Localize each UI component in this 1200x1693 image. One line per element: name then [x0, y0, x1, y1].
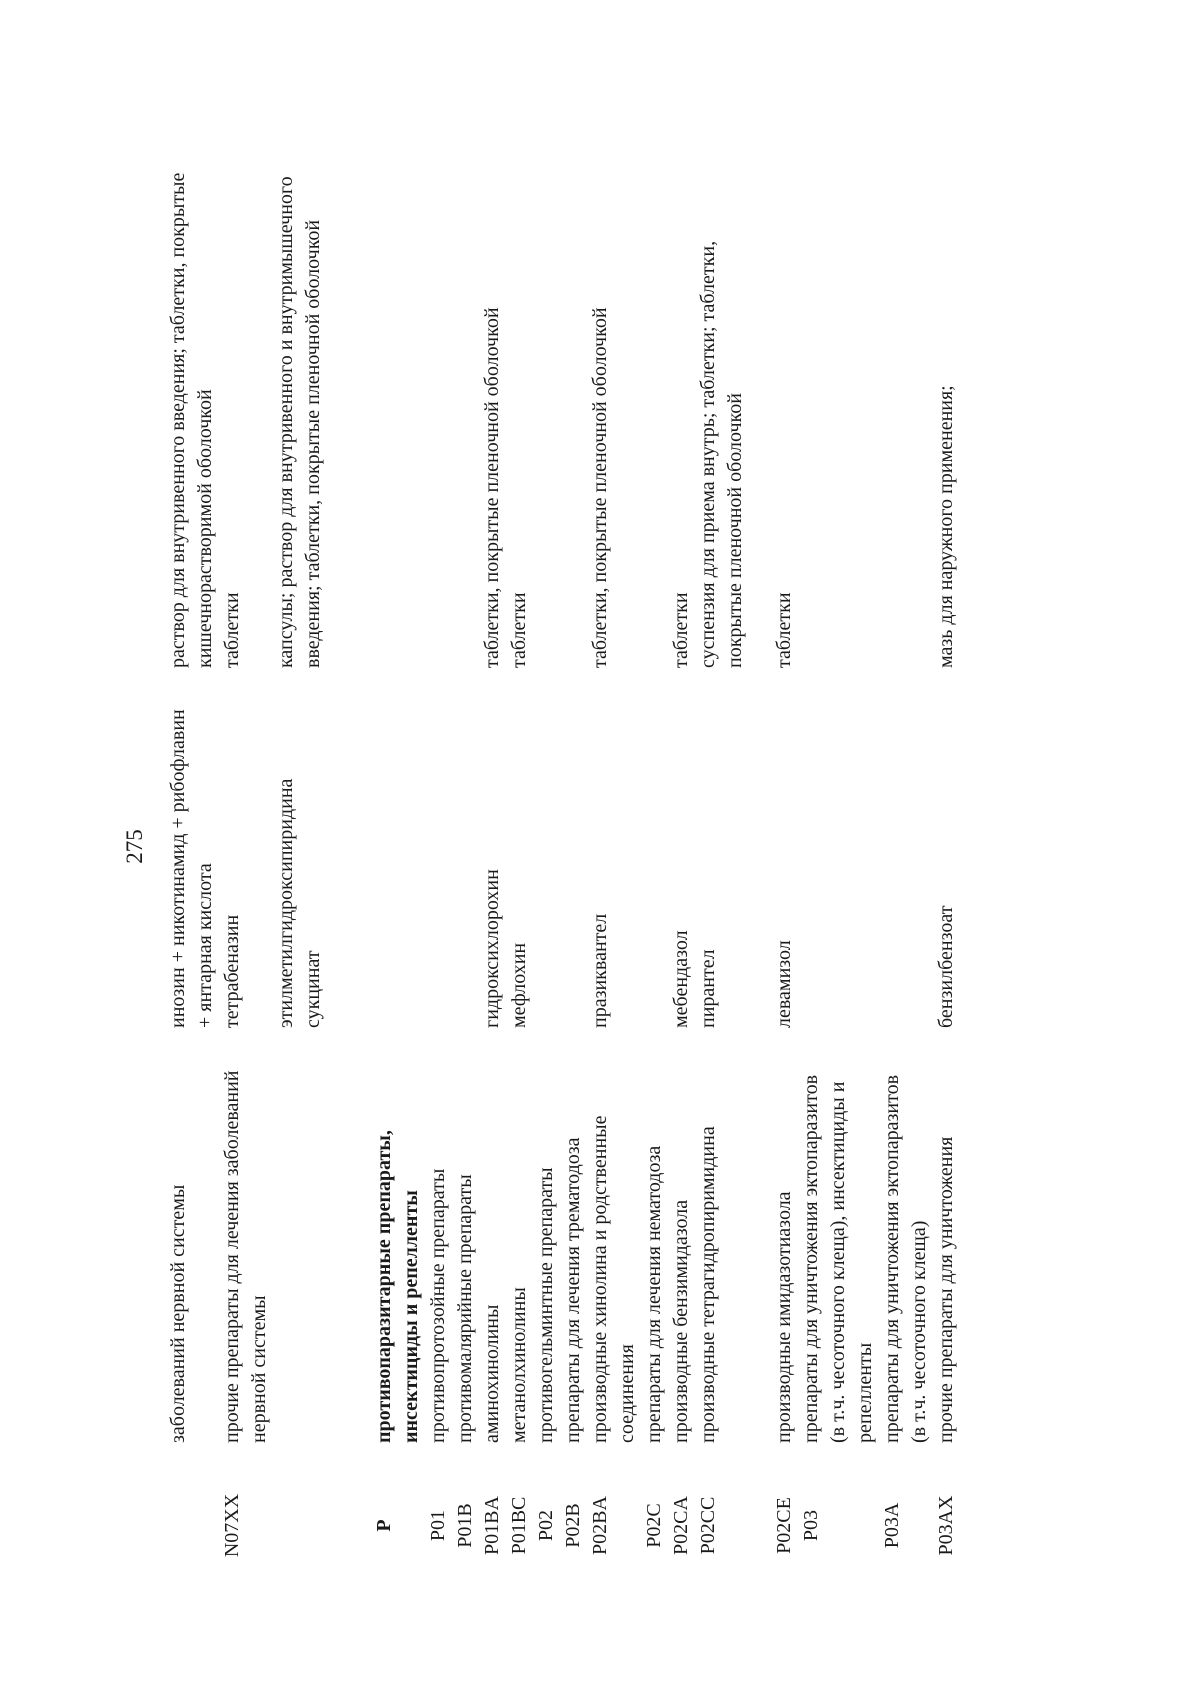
spacer-cell: [749, 168, 771, 1578]
atc-code: P02CA: [670, 1496, 692, 1555]
dosage-form: [533, 168, 560, 698]
drug-inn: [641, 698, 668, 1058]
dosage-form: [452, 168, 479, 698]
table-row: [933, 168, 960, 1578]
table-row: [587, 168, 641, 1578]
atc-code: P01B: [454, 1503, 476, 1548]
atc-code: P03A: [881, 1502, 903, 1549]
table-row: [327, 168, 425, 1578]
group-name: производные хинолина и родственные соединения: [589, 1115, 638, 1443]
atc-code: P02: [535, 1509, 557, 1542]
atc-code: P02CC: [697, 1496, 719, 1555]
table-row: [479, 168, 506, 1578]
dosage-form: [425, 168, 452, 698]
atc-code: P02CE: [773, 1497, 795, 1554]
table-row: [641, 168, 668, 1578]
group-name: прочие препараты для лечения заболеваний нервной системы: [221, 1070, 270, 1443]
group-name: аминохинолины: [481, 1304, 503, 1443]
dosage-form: раствор для внутривенного введения; таблетки, покрытые кишечнорастворимой оболочкой: [167, 172, 216, 668]
table-row: [668, 168, 695, 1578]
dosage-form: [798, 168, 879, 698]
dosage-form: мазь для наружного применения;: [935, 385, 957, 668]
atc-code: P02BA: [589, 1496, 611, 1555]
drug-inn: тетрабеназин: [221, 914, 243, 1028]
group-name: производные тетрагидропиримидина: [697, 1126, 719, 1443]
dosage-form: таблетки: [508, 592, 530, 668]
group-name: противопротозойные препараты: [427, 1168, 449, 1443]
atc-code: P01BC: [508, 1496, 530, 1555]
group-name: противомалярийные препараты: [454, 1174, 476, 1443]
group-name: заболеваний нервной системы: [167, 1184, 189, 1443]
dosage-form: таблетки: [221, 592, 243, 668]
table-row: [273, 168, 327, 1578]
table-row: [506, 168, 533, 1578]
group-name: производные имидазотиазола: [773, 1191, 795, 1443]
table-row: [771, 168, 798, 1578]
table-row: [533, 168, 560, 1578]
dosage-form: суспензия для приема внутрь; таблетки; таблетки, покрытые пленочной оболочкой: [697, 240, 746, 668]
drug-table: [165, 168, 960, 1578]
table-row: [219, 168, 273, 1578]
group-name: препараты для уничтожения эктопаразитов (в т.ч. чесоточного клеща), инсектициды и репелленты: [800, 1074, 876, 1443]
table-row: [425, 168, 452, 1578]
dosage-form: [327, 168, 425, 698]
table-row: [165, 168, 219, 1578]
group-name: производные бензимидазола: [670, 1199, 692, 1443]
drug-inn: [327, 698, 425, 1058]
table-row: [879, 168, 933, 1578]
dosage-form: капсулы; раствор для внутривенного и внутримышечного введения; таблетки, покрытые пленочной оболочкой: [275, 176, 324, 668]
group-name: противопаразитарные препараты, инсектициды и репелленты: [373, 1130, 422, 1443]
drug-inn: [560, 698, 587, 1058]
table-row: [798, 168, 879, 1578]
dosage-form: таблетки: [670, 592, 692, 668]
drug-inn: [425, 698, 452, 1058]
atc-code: P03: [800, 1509, 822, 1542]
dosage-form: таблетки, покрытые пленочной оболочкой: [589, 307, 611, 668]
group-name: прочие препараты для уничтожения: [935, 1136, 957, 1443]
table-row: [452, 168, 479, 1578]
spacer-row: [749, 168, 771, 1578]
group-name: препараты для уничтожения эктопаразитов (в т.ч. чесоточного клеща): [881, 1074, 930, 1443]
group-name: метанолхинолины: [508, 1287, 530, 1443]
drug-inn: левамизол: [773, 940, 795, 1028]
drug-inn: празиквантел: [589, 913, 611, 1028]
drug-inn: гидроксихлорохин: [481, 869, 503, 1028]
drug-inn: этилметилгидроксипиридина сукцинат: [275, 778, 324, 1028]
atc-code: P02C: [643, 1503, 665, 1548]
table-row: [560, 168, 587, 1578]
dosage-form: [560, 168, 587, 698]
page-number: 275: [122, 829, 147, 864]
atc-code: P: [373, 1519, 395, 1532]
dosage-form: [879, 168, 933, 698]
drug-inn: [533, 698, 560, 1058]
drug-inn: мебендазол: [670, 930, 692, 1028]
atc-code: [273, 1473, 327, 1578]
group-name: препараты для лечения нематодоза: [643, 1145, 665, 1443]
drug-inn: [452, 698, 479, 1058]
drug-inn: [798, 698, 879, 1058]
dosage-form: [641, 168, 668, 698]
atc-code: P01: [427, 1509, 449, 1542]
drug-inn: [879, 698, 933, 1058]
group-name: противогельминтные препараты: [535, 1167, 557, 1443]
atc-code: P01BA: [481, 1496, 503, 1555]
atc-code: P02B: [562, 1503, 584, 1548]
drug-inn: пирантел: [697, 949, 719, 1028]
dosage-form: таблетки, покрытые пленочной оболочкой: [481, 307, 503, 668]
atc-code: N07XX: [221, 1493, 243, 1558]
group-name: препараты для лечения трематодоза: [562, 1137, 584, 1443]
table-row: [695, 168, 749, 1578]
group-name: [273, 1058, 327, 1473]
dosage-form: таблетки: [773, 592, 795, 668]
drug-inn: инозин + никотинамид + рибофлавин + янтарная кислота: [167, 709, 216, 1028]
atc-code: [165, 1473, 219, 1578]
atc-code: P03AX: [935, 1495, 957, 1556]
drug-inn: бензилбензоат: [935, 905, 957, 1028]
drug-inn: мефлохин: [508, 942, 530, 1028]
